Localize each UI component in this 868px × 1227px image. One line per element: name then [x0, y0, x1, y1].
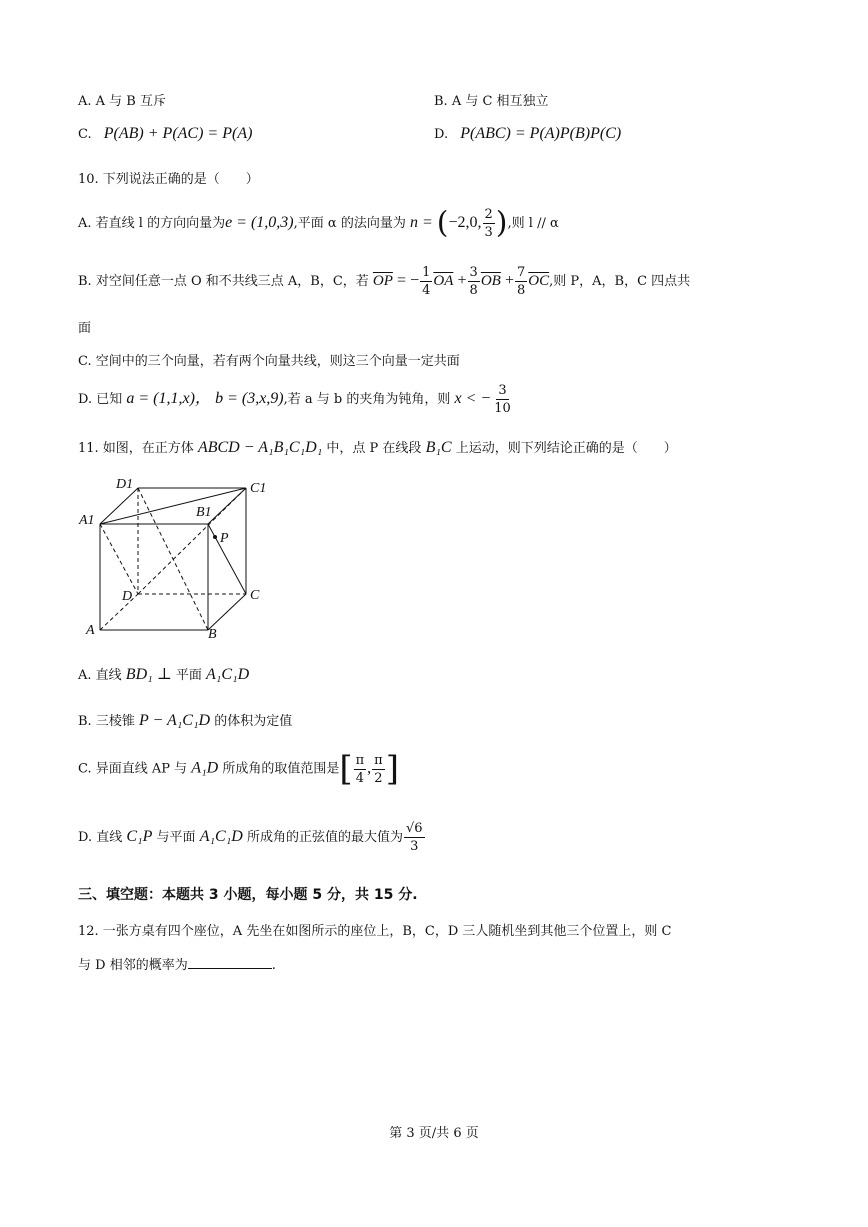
q9-option-a: A. A 与 B 互斥 — [78, 94, 166, 109]
label-p: P — [220, 531, 229, 546]
q10-b-text-2: ,则 P，A，B，C 四点共 — [549, 274, 691, 289]
q9-option-d — [434, 125, 621, 143]
q12-answer-blank[interactable] — [188, 956, 272, 969]
q11-stem-text-2: 中，点 P 在线段 — [326, 441, 422, 456]
q11-c-frac-1-num: π — [355, 752, 365, 768]
q11-d-text-3: 所成角的正弦值的最大值为 — [246, 830, 403, 845]
q10-b-vec-oa: $\overline{OA}$ — [433, 273, 454, 289]
q10-a-vector-e: e = (1,0,3) — [225, 214, 294, 231]
q10-a-frac-den: 3 — [484, 225, 493, 240]
q12-line-1: 12. 一张方桌有四个座位，A 先坐在如图所示的座位上，B，C，D 三人随机坐到其他三个位置上，则 C — [78, 924, 672, 939]
q9-option-c-label: C. — [78, 127, 92, 142]
q11-c-left-bracket: [ — [339, 749, 353, 789]
q11-d-plane: A₁C₁D — [199, 828, 243, 845]
q11-a-plane: A₁C₁D — [206, 666, 250, 683]
q12-text-2: . — [271, 958, 276, 973]
q9-option-d-label: D. — [434, 127, 449, 142]
edge-b-c — [208, 594, 246, 630]
q11-stem-cube: ABCD − A₁B₁C₁D₁ — [197, 439, 323, 456]
q10-a-fraction — [483, 208, 495, 239]
q11-option-a — [78, 664, 249, 684]
section-3-heading: 三、填空题：本题共 3 小题，每小题 5 分，共 15 分. — [78, 887, 418, 903]
q11-a-line: BD₁ ⊥ — [125, 666, 172, 683]
q10-a-n-components: −2,0, — [448, 214, 482, 231]
q11-d-frac-den: 3 — [410, 839, 419, 854]
q11-c-frac-1 — [354, 754, 367, 785]
q11-d-fraction — [404, 822, 425, 853]
q11-stem-segment: B₁C — [425, 439, 452, 456]
q10-b-frac-2 — [468, 266, 480, 297]
q11-c-frac-2 — [372, 754, 385, 785]
q11-c-line: A₁D — [191, 759, 219, 777]
q10-b-text-1: B. 对空间任意一点 O 和不共线三点 A，B，C，若 — [78, 274, 369, 289]
q10-b-plus-2: + — [504, 272, 514, 289]
label-b1: B1 — [196, 505, 212, 520]
page-footer: 第 3 页/共 6 页 — [389, 1126, 479, 1141]
q12-line-2 — [78, 954, 276, 973]
q11-d-frac-num: √6 — [405, 821, 423, 836]
q10-d-inequality: x < − — [454, 390, 492, 407]
q11-d-line: C₁P — [126, 828, 153, 845]
q10-b-frac-1-num: 1 — [422, 265, 431, 280]
q11-option-c — [78, 749, 399, 789]
q11-stem — [78, 437, 677, 457]
q10-b-frac-2-den: 8 — [469, 283, 478, 298]
q10-option-a — [78, 205, 559, 241]
q10-b-vec-oc: $\overline{OC}$ — [528, 273, 550, 289]
q11-c-right-bracket: ] — [385, 749, 399, 789]
q11-a-text-2: 平面 — [175, 668, 202, 683]
q11-d-text-2: 与平面 — [156, 830, 196, 845]
q9-option-c-formula: P(AB) + P(AC) = P(A) — [103, 125, 253, 142]
q10-b-frac-1-den: 4 — [422, 283, 431, 298]
q10-stem: 10. 下列说法正确的是（ ） — [78, 172, 259, 187]
q10-d-frac-num: 3 — [498, 383, 507, 398]
q11-d-text-1: D. 直线 — [78, 830, 123, 845]
q11-a-text-1: A. 直线 — [78, 668, 122, 683]
q10-a-frac-num: 2 — [484, 207, 493, 222]
q11-c-comma: , — [367, 759, 372, 777]
q11-option-b — [78, 710, 292, 730]
label-b: B — [208, 627, 217, 642]
q9-option-d-formula: P(ABC) = P(A)P(B)P(C) — [460, 125, 622, 142]
q11-c-text-2: 所成角的取值范围是 — [222, 761, 340, 777]
q11-b-text-2: 的体积为定值 — [214, 714, 293, 729]
q11-c-frac-1-den: 4 — [355, 770, 365, 786]
q10-d-text-2: ,若 a 与 b 的夹角为钝角，则 — [283, 392, 451, 407]
q9-option-c — [78, 125, 252, 143]
q10-a-text-3: ,则 l // α — [507, 216, 559, 231]
label-c1: C1 — [250, 481, 267, 496]
diag-a1-d-hidden — [100, 524, 138, 594]
q10-d-fraction — [492, 384, 513, 415]
edge-a1-d1 — [100, 488, 138, 524]
edge-a-d-hidden — [100, 594, 138, 630]
q10-d-vector-a: a = (1,1,x)， — [126, 390, 211, 407]
q10-b-frac-3-den: 8 — [517, 283, 526, 298]
diag-d-c1-hidden — [138, 488, 246, 594]
q10-b-frac-1 — [420, 266, 432, 297]
q11-c-frac-2-den: 2 — [374, 770, 383, 786]
label-a: A — [86, 623, 95, 638]
q10-b-frac-3-num: 7 — [517, 265, 526, 280]
q10-b-eq: = − — [397, 272, 420, 289]
q11-option-d — [78, 822, 426, 853]
q10-a-left-paren: ( — [436, 205, 449, 241]
q10-d-text-1: D. 已知 — [78, 392, 123, 407]
q10-option-d — [78, 384, 514, 415]
cube-figure — [78, 472, 278, 642]
q10-a-right-paren: ) — [495, 205, 508, 241]
label-a1: A1 — [79, 513, 95, 528]
diag-a1-c1 — [100, 488, 246, 524]
q11-stem-text-3: 上运动，则下列结论正确的是（ ） — [455, 441, 677, 456]
q11-stem-text-1: 11. 如图，在正方体 — [78, 441, 194, 456]
q10-a-vector-n: n = — [409, 214, 437, 231]
label-c: C — [250, 588, 260, 603]
point-p — [213, 535, 217, 539]
q10-b-plus-1: + — [457, 272, 467, 289]
q10-option-b — [78, 266, 690, 297]
q11-b-pyramid: P − A₁C₁D — [138, 712, 211, 729]
q10-b-vec-op: $\overline{OP}$ — [372, 273, 393, 289]
q11-c-text-1: C. 异面直线 AP 与 — [78, 761, 188, 777]
q12-text-1: 与 D 相邻的概率为 — [78, 958, 188, 973]
q10-b-frac-2-num: 3 — [469, 265, 478, 280]
q10-b-vec-ob: $\overline{OB}$ — [480, 273, 501, 289]
q10-option-b-wrap: 面 — [78, 321, 92, 336]
label-d: D — [122, 589, 133, 604]
q11-b-text-1: B. 三棱锥 — [78, 714, 135, 729]
q11-c-frac-2-num: π — [374, 752, 383, 768]
q10-a-text-1: A. 若直线 l 的方向向量为 — [78, 216, 226, 231]
q9-option-b: B. A 与 C 相互独立 — [434, 94, 549, 109]
label-d1: D1 — [116, 477, 134, 492]
q10-b-frac-3 — [515, 266, 527, 297]
q10-d-frac-den: 10 — [494, 401, 511, 416]
q10-a-text-2: ,平面 α 的法向量为 — [293, 216, 406, 231]
q10-option-c: C. 空间中的三个向量，若有两个向量共线，则这三个向量一定共面 — [78, 354, 460, 369]
q10-d-vector-b: b = (3,x,9) — [215, 390, 284, 407]
